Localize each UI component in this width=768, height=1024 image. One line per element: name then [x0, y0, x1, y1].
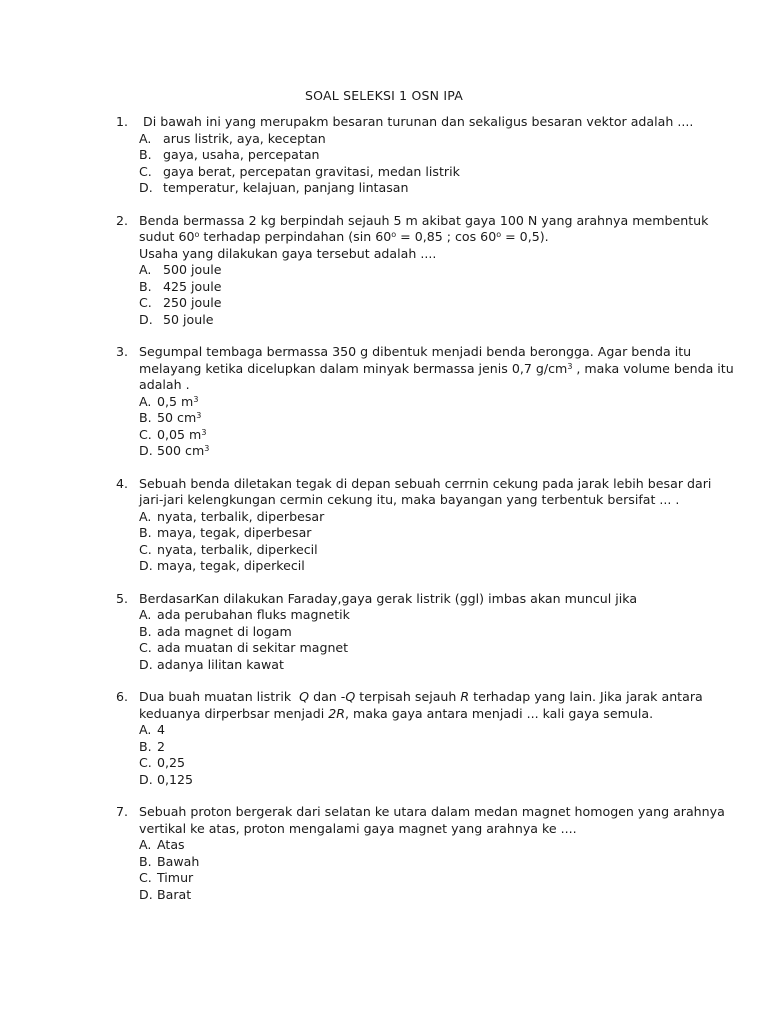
- option-text: temperatur, kelajuan, panjang lintasan: [163, 180, 409, 195]
- option-text: gaya, usaha, percepatan: [163, 147, 320, 162]
- option-d: [139, 443, 696, 460]
- option-text: Atas: [157, 837, 185, 852]
- question-body: [139, 344, 734, 460]
- option-letter: D.: [139, 443, 153, 458]
- question-body: [139, 591, 696, 674]
- page-title: SOAL SELEKSI 1 OSN IPA: [305, 88, 463, 103]
- question-2: [116, 212, 709, 329]
- option-c: [139, 870, 696, 887]
- question-body: [139, 212, 709, 329]
- option-letter: B.: [139, 525, 152, 540]
- question-number: 5.: [116, 590, 129, 606]
- question-4: [116, 475, 712, 575]
- option-text: 500 joule: [163, 262, 222, 277]
- option-letter: D.: [139, 558, 153, 573]
- question-text: Sebuah benda diletakan tegak di depan sebuah cerrnin cekung pada jarak lebih besar dari: [139, 475, 712, 491]
- variable-2r: 2R: [328, 705, 345, 721]
- question-number: 4.: [116, 475, 129, 491]
- option-c: [139, 640, 696, 657]
- option-d: [139, 312, 696, 329]
- option-text: 0,125: [157, 771, 194, 787]
- superscript: 3: [201, 427, 207, 437]
- option-letter: B.: [139, 738, 152, 754]
- variable-r: R: [460, 689, 470, 704]
- option-letter: D.: [139, 886, 153, 902]
- option-b: [139, 739, 696, 756]
- option-a: [139, 722, 696, 739]
- option-text: Timur: [157, 870, 194, 885]
- option-text: adanya lilitan kawat: [157, 656, 284, 672]
- option-letter: C.: [139, 163, 152, 179]
- option-text: 0,25: [157, 755, 186, 770]
- option-letter: C.: [139, 541, 152, 557]
- option-letter: A.: [139, 722, 152, 737]
- option-text: Bawah: [157, 853, 200, 869]
- question-number: 3.: [116, 344, 129, 359]
- option-d: [139, 558, 696, 575]
- text-segment: dan -: [309, 689, 346, 704]
- option-text: ada muatan di sekitar magnet: [157, 640, 349, 655]
- question-text: Di bawah ini yang merupakm besaran turunan dan sekaligus besaran vektor adalah ....: [143, 114, 694, 129]
- option-letter: A.: [139, 262, 152, 277]
- option-letter: D.: [139, 311, 153, 327]
- option-d: [139, 887, 696, 904]
- question-6: [116, 689, 703, 788]
- question-body: [139, 114, 696, 197]
- text-segment: sudut 60: [139, 229, 195, 244]
- option-text: 425 joule: [163, 278, 222, 294]
- option-letter: B.: [139, 278, 152, 294]
- option-c: [139, 542, 696, 559]
- option-letter: C.: [139, 426, 152, 442]
- text-segment: 0,5 m: [157, 393, 194, 409]
- question-text: BerdasarKan dilakukan Faraday,gaya gerak listrik (ggl) imbas akan muncul jika: [139, 590, 638, 606]
- option-a: [139, 607, 696, 624]
- question-text: [139, 689, 703, 706]
- text-segment: terpisah sejauh: [355, 689, 461, 704]
- option-text: [157, 394, 198, 411]
- question-list: [116, 114, 734, 919]
- option-d: [139, 772, 696, 789]
- option-text: Barat: [157, 886, 192, 902]
- text-segment: terhadap yang lain. Jika jarak antara: [469, 689, 703, 704]
- option-letter: A.: [139, 508, 152, 524]
- option-c: [139, 164, 696, 181]
- option-letter: C.: [139, 640, 152, 655]
- option-text: nyata, terbalik, diperkecil: [157, 541, 318, 557]
- option-text: maya, tegak, diperbesar: [157, 525, 312, 540]
- option-b: [139, 410, 696, 427]
- option-text: 250 joule: [163, 295, 222, 310]
- superscript: o: [194, 230, 200, 239]
- option-c: [139, 755, 696, 772]
- question-text: Segumpal tembaga bermassa 350 g dibentuk menjadi benda berongga. Agar benda itu: [139, 344, 692, 359]
- option-a: [139, 509, 696, 526]
- option-text: [157, 410, 201, 427]
- question-body: [139, 475, 712, 575]
- option-letter: B.: [139, 147, 152, 162]
- question-text: Benda bermassa 2 kg berpindah sejauh 5 m akibat gaya 100 N yang arahnya membentuk: [139, 212, 709, 228]
- variable-q: Q: [345, 689, 356, 704]
- text-segment: 500 cm: [157, 443, 205, 458]
- question-5: [116, 591, 696, 674]
- variable-q: Q: [299, 689, 310, 704]
- option-text: 50 joule: [163, 311, 214, 327]
- option-letter: C.: [139, 755, 152, 770]
- question-text: Usaha yang dilakukan gaya tersebut adalah ....: [139, 245, 437, 261]
- option-a: [139, 837, 696, 854]
- text-segment: keduanya dirperbsar menjadi: [139, 705, 329, 721]
- option-text: arus listrik, aya, keceptan: [163, 130, 326, 146]
- option-text: [157, 427, 206, 444]
- question-text: adalah .: [139, 377, 190, 392]
- question-3: [116, 344, 734, 460]
- question-1: [116, 114, 696, 197]
- superscript: 3: [193, 394, 199, 404]
- question-number: 2.: [116, 212, 129, 228]
- option-letter: A.: [139, 393, 152, 409]
- question-number: 1.: [116, 114, 129, 129]
- question-number: 7.: [116, 804, 129, 819]
- text-segment: 0,05 m: [157, 426, 202, 442]
- option-d: [139, 657, 696, 674]
- text-segment: terhadap perpindahan (sin 60: [199, 229, 392, 244]
- option-letter: A.: [139, 607, 152, 622]
- option-d: [139, 180, 696, 197]
- text-segment: melayang ketika dicelupkan dalam minyak bermassa jenis 0,7 g/cm: [139, 360, 568, 376]
- option-b: [139, 854, 696, 871]
- option-b: [139, 279, 696, 296]
- superscript: o: [391, 230, 397, 239]
- option-letter: B.: [139, 410, 152, 425]
- option-letter: A.: [139, 837, 152, 852]
- option-text: [157, 443, 209, 460]
- option-letter: C.: [139, 295, 152, 310]
- option-letter: B.: [139, 853, 152, 869]
- option-a: [139, 262, 696, 279]
- question-7: [116, 804, 725, 903]
- question-text: [139, 706, 696, 723]
- text-segment: , maka volume benda itu: [572, 360, 734, 376]
- superscript: 3: [204, 444, 210, 453]
- option-text: gaya berat, percepatan gravitasi, medan listrik: [163, 163, 460, 179]
- option-b: [139, 624, 696, 641]
- text-segment: = 0,5).: [501, 229, 549, 244]
- option-letter: A.: [139, 130, 152, 146]
- option-b: [139, 147, 696, 164]
- option-a: [139, 394, 696, 411]
- question-body: [139, 689, 703, 788]
- option-c: [139, 295, 696, 312]
- text-segment: 50 cm: [157, 410, 197, 425]
- superscript: o: [496, 230, 502, 239]
- option-letter: D.: [139, 180, 153, 195]
- text-segment: Dua buah muatan listrik: [139, 689, 300, 704]
- question-text: [139, 360, 734, 378]
- option-letter: C.: [139, 870, 152, 885]
- text-segment: = 0,85 ; cos 60: [396, 229, 497, 244]
- option-b: [139, 525, 696, 542]
- question-text: [139, 229, 696, 246]
- text-segment: , maka gaya antara menjadi ... kali gaya semula.: [344, 705, 654, 721]
- superscript: 3: [196, 411, 202, 420]
- option-text: ada magnet di logam: [157, 623, 292, 639]
- option-letter: B.: [139, 623, 152, 639]
- option-a: [139, 131, 696, 148]
- question-number: 6.: [116, 689, 129, 704]
- option-text: maya, tegak, diperkecil: [157, 558, 305, 573]
- option-text: nyata, terbalik, diperbesar: [157, 508, 325, 524]
- question-text: jari-jari kelengkungan cermin cekung itu, maka bayangan yang terbentuk bersifat ... .: [139, 492, 680, 507]
- question-body: [139, 804, 725, 903]
- superscript: 3: [567, 361, 573, 371]
- option-text: 4: [157, 722, 166, 737]
- question-text: Sebuah proton bergerak dari selatan ke utara dalam medan magnet homogen yang arahnya: [139, 804, 725, 819]
- question-text: vertikal ke atas, proton mengalami gaya magnet yang arahnya ke ....: [139, 820, 577, 836]
- option-letter: D.: [139, 656, 153, 672]
- option-text: 2: [157, 738, 166, 754]
- option-text: ada perubahan fluks magnetik: [157, 607, 350, 622]
- option-c: [139, 427, 696, 444]
- option-letter: D.: [139, 771, 153, 787]
